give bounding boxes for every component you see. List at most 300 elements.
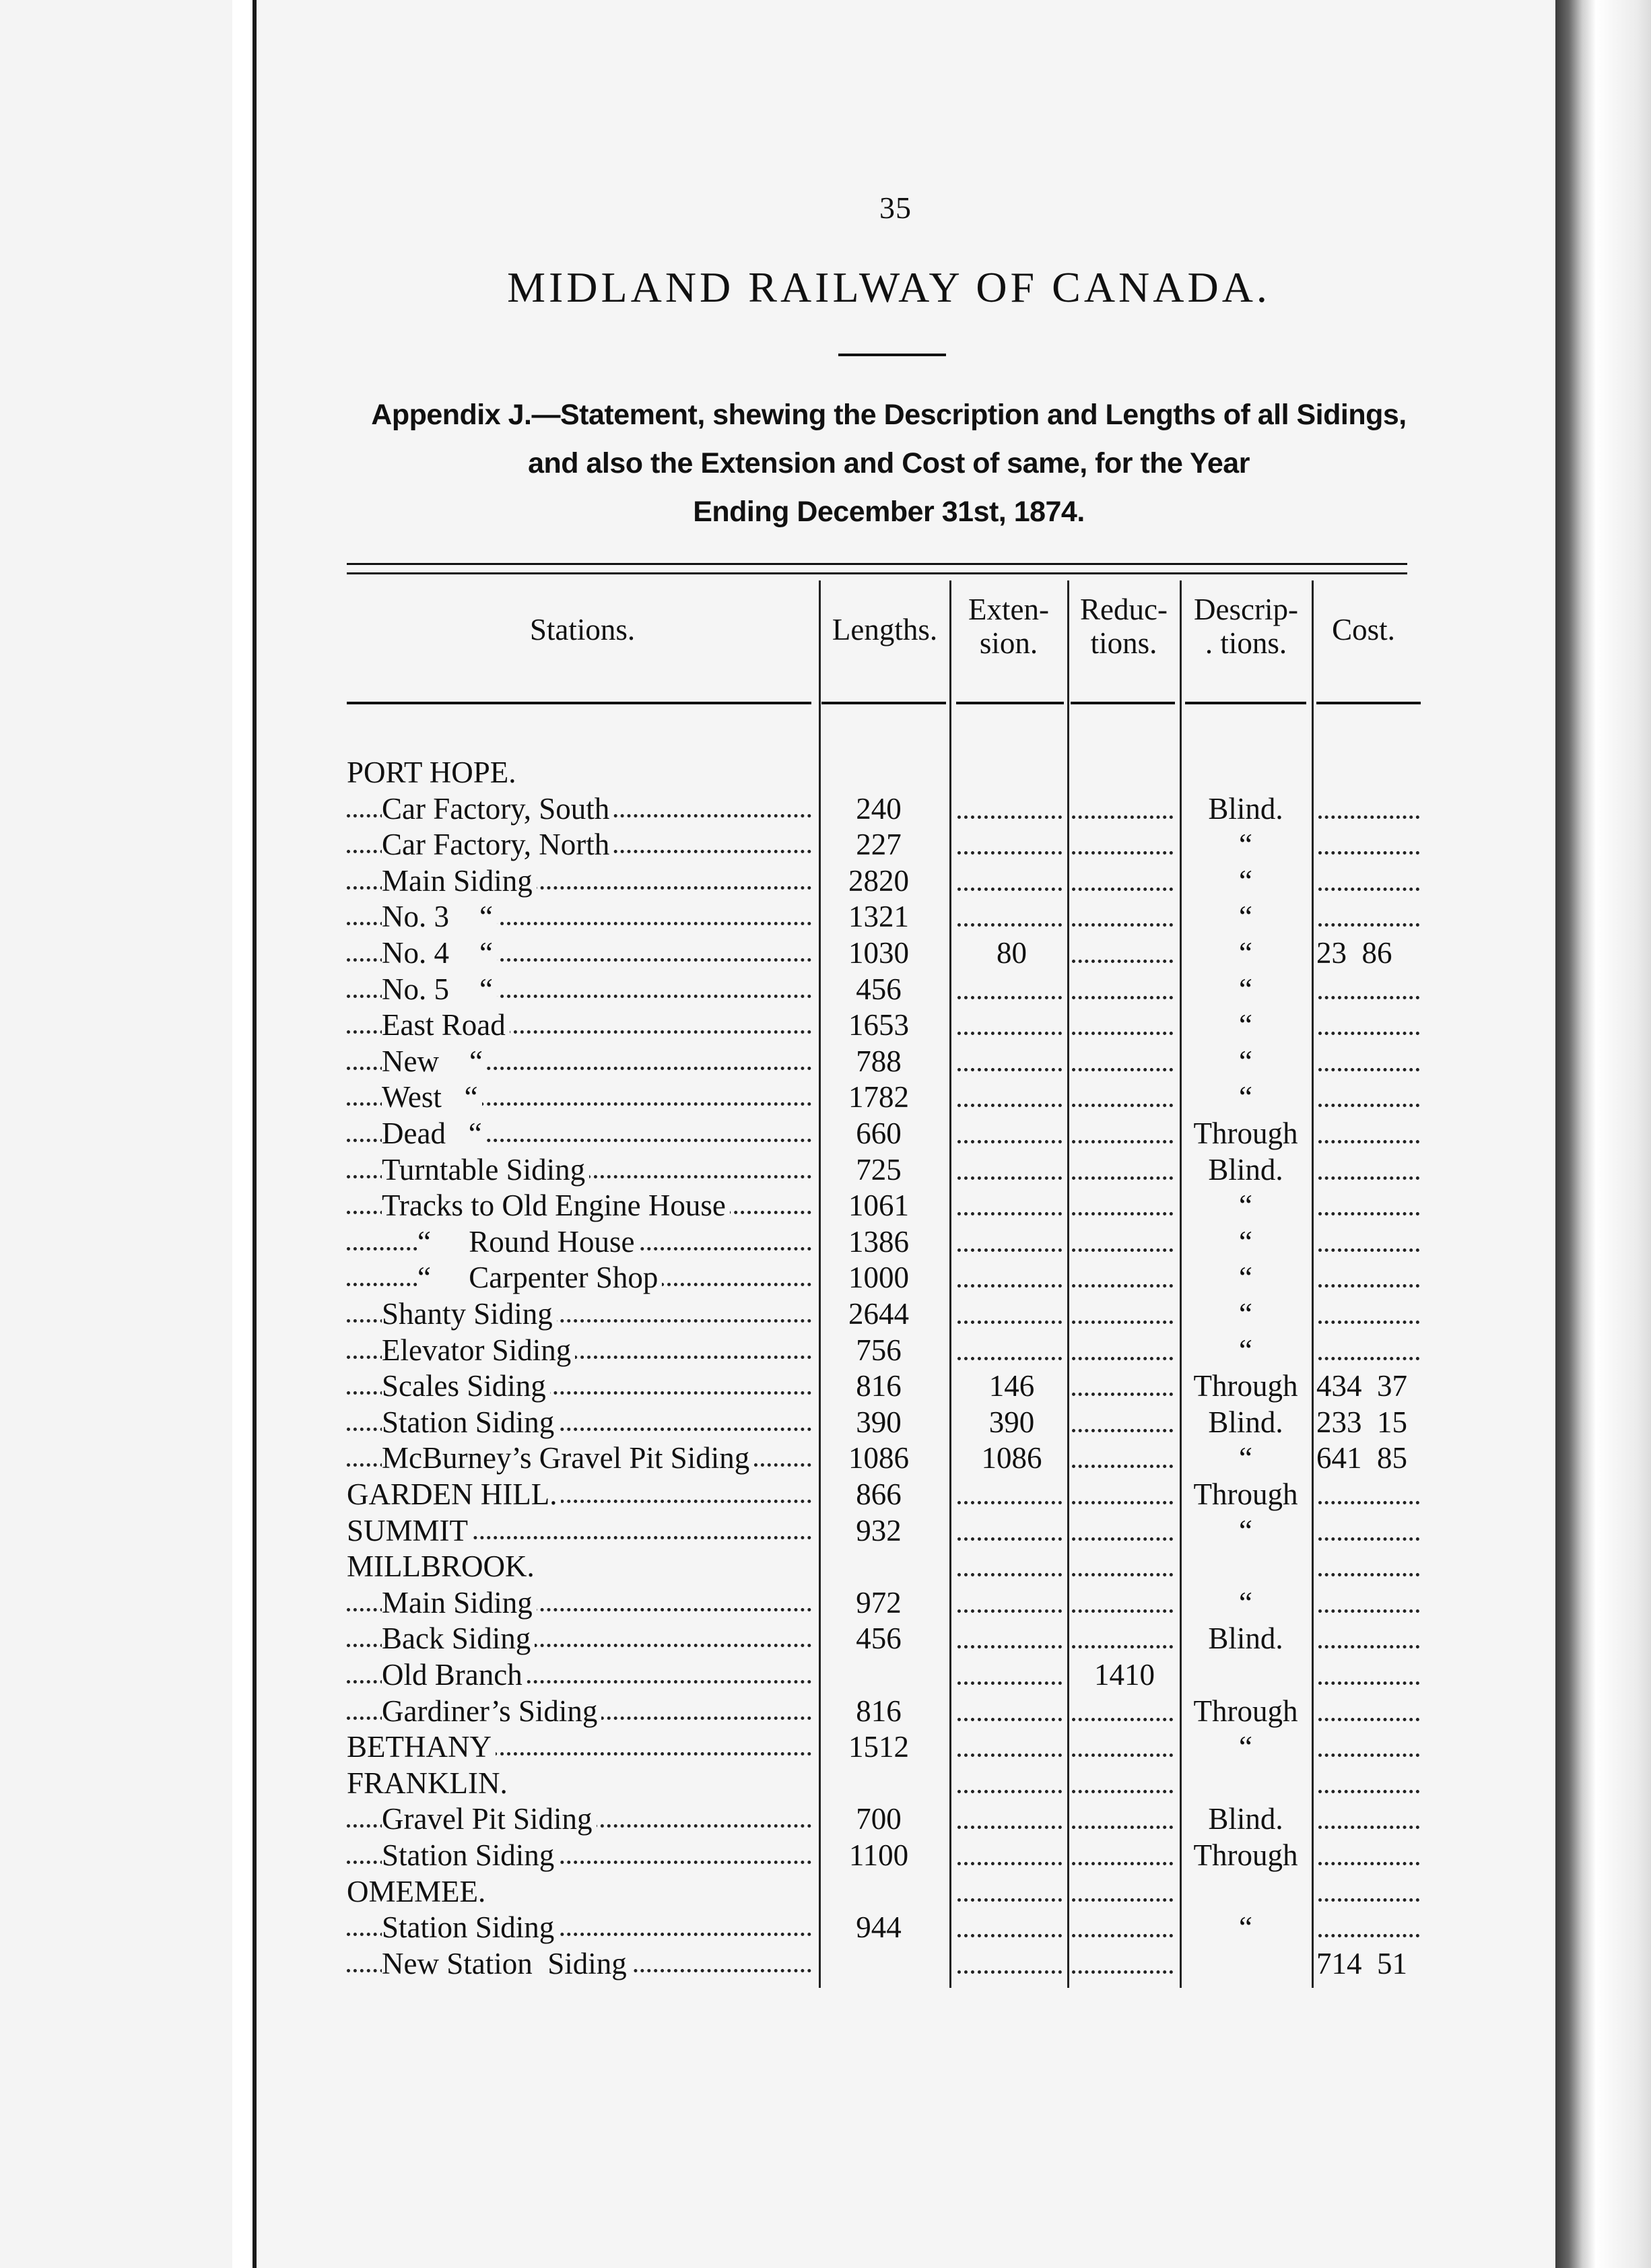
description-cell: [1182, 1332, 1309, 1368]
empty-dot-leader: [957, 1657, 1062, 1693]
empty-dot-leader: [1072, 1693, 1173, 1729]
length-cell: [825, 1152, 933, 1188]
empty-dot-leader: [1318, 1043, 1419, 1079]
station-cell: [347, 791, 811, 827]
station-cell: [347, 1909, 811, 1945]
header-cost: Cost.: [1332, 613, 1395, 646]
empty-dot-leader: [1318, 898, 1419, 935]
description-cell: [1182, 898, 1309, 935]
title-rule: [838, 354, 946, 356]
description-cell: [1182, 791, 1309, 827]
length-cell-value: 660: [856, 1116, 902, 1150]
length-cell-value: 240: [856, 791, 902, 826]
description-cell: [1182, 826, 1309, 863]
extension-cell: [959, 935, 1064, 971]
length-cell: [825, 1837, 933, 1873]
description-cell-value: “: [1239, 1730, 1252, 1764]
table-row: [0, 1548, 1651, 1585]
station-cell: [347, 935, 811, 971]
empty-dot-leader: [957, 1043, 1062, 1079]
station-name: New “: [382, 1044, 487, 1078]
empty-dot-leader: [957, 1476, 1062, 1512]
description-cell-value: “: [1239, 972, 1252, 1006]
empty-dot-leader: [1318, 1152, 1419, 1188]
cost-cell: [1316, 1404, 1424, 1440]
empty-dot-leader: [957, 1548, 1062, 1585]
description-cell-value: “: [1239, 1261, 1252, 1295]
station-name: Gardiner’s Siding: [382, 1694, 601, 1728]
table-row: [0, 1873, 1651, 1910]
empty-dot-leader: [1318, 1259, 1419, 1296]
empty-dot-leader: [1072, 863, 1173, 899]
empty-dot-leader: [1318, 1079, 1419, 1115]
empty-dot-leader: [1072, 1187, 1173, 1224]
cost-cell-value: 434 37: [1316, 1369, 1407, 1403]
station-name: MILLBROOK.: [347, 1549, 539, 1583]
length-cell-value: 700: [856, 1802, 902, 1836]
length-cell: [825, 1440, 933, 1476]
table-row: [0, 1332, 1651, 1368]
station-name: Station Siding: [382, 1910, 558, 1944]
header-descriptions: [1181, 593, 1311, 660]
length-cell-value: 816: [856, 1694, 902, 1728]
station-cell: [347, 1548, 811, 1585]
empty-dot-leader: [1072, 971, 1173, 1007]
station-name: Dead “: [382, 1116, 486, 1150]
empty-dot-leader: [1318, 1801, 1419, 1837]
table-row: [0, 935, 1651, 971]
empty-dot-leader: [957, 863, 1062, 899]
station-name: Shanty Siding: [382, 1297, 557, 1331]
table-row: [0, 1115, 1651, 1152]
station-cell: [347, 1404, 811, 1440]
description-cell-value: “: [1239, 1910, 1252, 1945]
station-cell: [347, 1693, 811, 1729]
station-name: Station Siding: [382, 1838, 558, 1872]
empty-dot-leader: [1072, 1404, 1173, 1440]
description-cell-value: “: [1239, 1080, 1252, 1114]
station-cell: [347, 1332, 811, 1368]
empty-dot-leader: [1072, 1909, 1173, 1945]
table-row: [0, 971, 1651, 1007]
description-cell-value: Blind.: [1208, 791, 1283, 826]
table-row: [0, 791, 1651, 827]
empty-dot-leader: [1072, 791, 1173, 827]
length-cell-value: 756: [856, 1333, 902, 1367]
cost-cell: [1316, 935, 1424, 971]
empty-dot-leader: [957, 1152, 1062, 1188]
station-cell: [347, 1007, 811, 1043]
station-name: Elevator Siding: [382, 1333, 575, 1367]
cost-cell-value: 233 15: [1316, 1405, 1407, 1439]
empty-dot-leader: [1318, 1620, 1419, 1657]
empty-dot-leader: [1072, 1837, 1173, 1873]
empty-dot-leader: [1318, 1187, 1419, 1224]
station-cell: [347, 754, 811, 791]
length-cell-value: 1321: [848, 900, 909, 934]
description-cell-value: Blind.: [1208, 1152, 1283, 1187]
length-cell-value: 1061: [848, 1189, 909, 1223]
description-cell: [1182, 1404, 1309, 1440]
cost-cell: [1316, 1368, 1424, 1404]
station-cell: [347, 1657, 811, 1693]
length-cell: [825, 1187, 933, 1224]
description-cell: [1182, 1729, 1309, 1765]
length-cell: [825, 1801, 933, 1837]
empty-dot-leader: [957, 1801, 1062, 1837]
station-cell: [347, 1476, 811, 1512]
header-rule: [347, 702, 811, 704]
description-cell: [1182, 1837, 1309, 1873]
empty-dot-leader: [1072, 1332, 1173, 1368]
header-extension-line: sion.: [979, 626, 1038, 660]
length-cell: [825, 791, 933, 827]
description-cell: [1182, 1693, 1309, 1729]
station-cell: [347, 1512, 811, 1549]
station-cell: [347, 1043, 811, 1079]
empty-dot-leader: [1072, 1296, 1173, 1332]
empty-dot-leader: [957, 826, 1062, 863]
empty-dot-leader: [1318, 1296, 1419, 1332]
description-cell-value: “: [1239, 1008, 1252, 1042]
empty-dot-leader: [957, 1729, 1062, 1765]
table-row: [0, 1729, 1651, 1765]
extension-cell-value: 390: [988, 1405, 1035, 1439]
empty-dot-leader: [1318, 1007, 1419, 1043]
extension-cell-value: 80: [997, 936, 1027, 970]
header-lengths: Lengths.: [832, 613, 938, 646]
station-name: Car Factory, South: [382, 792, 613, 826]
empty-dot-leader: [957, 791, 1062, 827]
empty-dot-leader: [1318, 1909, 1419, 1945]
appendix-line: and also the Extension and Cost of same, for the Year: [528, 447, 1250, 479]
station-cell: [347, 1115, 811, 1152]
station-name: New Station Siding: [382, 1947, 631, 1980]
station-name: Station Siding: [382, 1405, 558, 1439]
table-row: [0, 1512, 1651, 1549]
empty-dot-leader: [957, 1585, 1062, 1621]
empty-dot-leader: [957, 1224, 1062, 1260]
table-row: [0, 863, 1651, 899]
length-cell-value: 944: [856, 1910, 902, 1945]
table-row: [0, 1801, 1651, 1837]
station-cell: [347, 826, 811, 863]
station-cell: [347, 971, 811, 1007]
empty-dot-leader: [1318, 1476, 1419, 1512]
appendix-line: Ending December 31st, 1874.: [693, 496, 1085, 528]
description-cell: [1182, 1187, 1309, 1224]
table-top-rule: [347, 563, 1407, 565]
table-row: [0, 1368, 1651, 1404]
description-cell-value: Through: [1193, 1369, 1298, 1403]
station-name: Main Siding: [382, 1586, 537, 1620]
length-cell-value: 866: [856, 1477, 902, 1511]
length-cell: [825, 1404, 933, 1440]
description-cell: [1182, 1115, 1309, 1152]
table-row: [0, 1259, 1651, 1296]
table-row: [0, 1657, 1651, 1693]
description-cell: [1182, 1224, 1309, 1260]
extension-cell-value: 1086: [981, 1441, 1042, 1475]
description-cell: [1182, 863, 1309, 899]
description-cell-value: Through: [1193, 1694, 1298, 1728]
station-cell: [347, 1585, 811, 1621]
length-cell: [825, 1115, 933, 1152]
empty-dot-leader: [1072, 1765, 1173, 1801]
length-cell-value: 816: [856, 1369, 902, 1403]
description-cell-value: Blind.: [1208, 1622, 1283, 1656]
length-cell-value: 1782: [848, 1080, 909, 1114]
empty-dot-leader: [1318, 1548, 1419, 1585]
empty-dot-leader: [1072, 1548, 1173, 1585]
empty-dot-leader: [957, 1909, 1062, 1945]
station-name: FRANKLIN.: [347, 1766, 512, 1800]
header-rule: [821, 702, 946, 704]
empty-dot-leader: [1072, 1259, 1173, 1296]
length-cell-value: 227: [856, 828, 902, 862]
station-name: Tracks to Old Engine House: [382, 1189, 730, 1222]
station-cell: [347, 1224, 811, 1260]
station-cell: [347, 1079, 811, 1115]
empty-dot-leader: [957, 1945, 1062, 1982]
station-name: OMEMEE.: [347, 1875, 490, 1908]
length-cell: [825, 1585, 933, 1621]
description-cell: [1182, 1007, 1309, 1043]
description-cell-value: “: [1239, 1297, 1252, 1331]
empty-dot-leader: [957, 1007, 1062, 1043]
header-reductions-line: Reduc-: [1080, 593, 1168, 626]
description-cell-value: “: [1239, 863, 1252, 898]
station-name: Old Branch: [382, 1658, 527, 1692]
station-cell: [347, 1296, 811, 1332]
table-row: [0, 1476, 1651, 1512]
empty-dot-leader: [957, 1620, 1062, 1657]
cost-cell: [1316, 1945, 1424, 1982]
length-cell: [825, 1512, 933, 1549]
station-cell: [347, 1187, 811, 1224]
station-cell: [347, 1765, 811, 1801]
station-cell: [347, 1837, 811, 1873]
empty-dot-leader: [957, 1873, 1062, 1910]
empty-dot-leader: [1072, 1440, 1173, 1476]
description-cell: [1182, 1296, 1309, 1332]
length-cell: [825, 935, 933, 971]
cost-cell-value: 714 51: [1316, 1946, 1407, 1980]
description-cell-value: “: [1239, 1333, 1252, 1367]
header-reductions: [1069, 593, 1179, 660]
station-cell: [347, 898, 811, 935]
empty-dot-leader: [1318, 826, 1419, 863]
empty-dot-leader: [1318, 971, 1419, 1007]
header-stations: Stations.: [529, 613, 636, 646]
empty-dot-leader: [1318, 791, 1419, 827]
description-cell: [1182, 1368, 1309, 1404]
empty-dot-leader: [957, 971, 1062, 1007]
length-cell: [825, 1259, 933, 1296]
empty-dot-leader: [1072, 1476, 1173, 1512]
station-cell: [347, 1729, 811, 1765]
station-cell: [347, 1873, 811, 1910]
station-name: No. 4 “: [382, 936, 497, 970]
empty-dot-leader: [957, 1512, 1062, 1549]
empty-dot-leader: [1318, 1729, 1419, 1765]
station-name: GARDEN HILL.: [347, 1477, 561, 1511]
length-cell: [825, 1368, 933, 1404]
length-cell-value: 1000: [848, 1261, 909, 1295]
station-cell: [347, 1620, 811, 1657]
length-cell-value: 725: [856, 1152, 902, 1187]
description-cell: [1182, 1152, 1309, 1188]
table-row: [0, 1079, 1651, 1115]
empty-dot-leader: [1072, 1007, 1173, 1043]
station-name: East Road: [382, 1008, 510, 1042]
length-cell: [825, 1043, 933, 1079]
length-cell: [825, 1007, 933, 1043]
empty-dot-leader: [957, 1765, 1062, 1801]
table-row: [0, 1007, 1651, 1043]
extension-cell-value: 146: [988, 1369, 1035, 1403]
empty-dot-leader: [957, 1079, 1062, 1115]
station-name: Car Factory, North: [382, 828, 613, 861]
empty-dot-leader: [1072, 1043, 1173, 1079]
length-cell-value: 1100: [848, 1838, 909, 1872]
table-row: [0, 1224, 1651, 1260]
station-name: “ Carpenter Shop: [417, 1261, 662, 1294]
empty-dot-leader: [1318, 1873, 1419, 1910]
description-cell: [1182, 1440, 1309, 1476]
length-cell-value: 1512: [848, 1730, 909, 1764]
table-row: [0, 1945, 1651, 1982]
length-cell-value: 1653: [848, 1008, 909, 1042]
table-row: [0, 1765, 1651, 1801]
empty-dot-leader: [957, 1837, 1062, 1873]
length-cell: [825, 826, 933, 863]
description-cell-value: Through: [1193, 1116, 1298, 1150]
station-cell: [347, 1440, 811, 1476]
cost-cell-value: 641 85: [1316, 1441, 1407, 1475]
length-cell: [825, 1620, 933, 1657]
description-cell-value: Blind.: [1208, 1405, 1283, 1439]
table-row: [0, 1440, 1651, 1476]
empty-dot-leader: [1318, 1115, 1419, 1152]
table-row: [0, 1187, 1651, 1224]
empty-dot-leader: [1318, 1332, 1419, 1368]
description-cell-value: “: [1239, 1585, 1252, 1620]
appendix-line: Appendix J.—Statement, shewing the Description and Lengths of all Sidings,: [371, 399, 1407, 431]
cost-cell: [1316, 1440, 1424, 1476]
description-cell: [1182, 971, 1309, 1007]
length-cell: [825, 863, 933, 899]
description-cell-value: Through: [1193, 1838, 1298, 1872]
empty-dot-leader: [957, 898, 1062, 935]
station-cell: [347, 1801, 811, 1837]
extension-cell: [959, 1404, 1064, 1440]
header-descriptions-line: . tions.: [1205, 626, 1287, 660]
empty-dot-leader: [1072, 826, 1173, 863]
empty-dot-leader: [1072, 1152, 1173, 1188]
cost-cell-value: 23 86: [1316, 936, 1392, 970]
station-name: Main Siding: [382, 864, 537, 898]
table-row: [0, 1909, 1651, 1945]
length-cell-value: 1386: [848, 1224, 909, 1259]
station-cell: [347, 1945, 811, 1982]
description-cell-value: “: [1239, 1044, 1252, 1078]
length-cell-value: 456: [856, 1622, 902, 1656]
description-cell-value: “: [1239, 900, 1252, 934]
page-number: 35: [879, 191, 912, 225]
header-rule: [1185, 702, 1306, 704]
length-cell-value: 456: [856, 972, 902, 1006]
station-cell: [347, 1259, 811, 1296]
empty-dot-leader: [1318, 1765, 1419, 1801]
table-row: [0, 1296, 1651, 1332]
table-row: [0, 1043, 1651, 1079]
station-cell: [347, 1368, 811, 1404]
empty-dot-leader: [957, 1296, 1062, 1332]
empty-dot-leader: [1072, 1115, 1173, 1152]
station-cell: [347, 1152, 811, 1188]
description-cell-value: “: [1239, 1189, 1252, 1223]
description-cell-value: “: [1239, 1224, 1252, 1259]
empty-dot-leader: [1318, 863, 1419, 899]
description-cell: [1182, 1079, 1309, 1115]
description-cell-value: “: [1239, 936, 1252, 970]
station-name: Turntable Siding: [382, 1153, 589, 1187]
header-rule: [956, 702, 1064, 704]
empty-dot-leader: [1318, 1585, 1419, 1621]
station-name: McBurney’s Gravel Pit Siding: [382, 1441, 753, 1475]
header-reductions-line: tions.: [1090, 626, 1157, 660]
table-row: [0, 1620, 1651, 1657]
appendix-heading: [330, 391, 1448, 536]
length-cell-value: 932: [856, 1513, 902, 1547]
length-cell-value: 1030: [848, 936, 909, 970]
empty-dot-leader: [1072, 1729, 1173, 1765]
header-rule: [1316, 702, 1421, 704]
empty-dot-leader: [1072, 935, 1173, 971]
length-cell: [825, 971, 933, 1007]
table-row: [0, 1152, 1651, 1188]
empty-dot-leader: [1072, 898, 1173, 935]
empty-dot-leader: [1072, 1620, 1173, 1657]
reduction-cell-value: 1410: [1094, 1658, 1155, 1692]
description-cell: [1182, 1585, 1309, 1621]
description-cell-value: “: [1239, 1513, 1252, 1547]
table-row: [0, 1693, 1651, 1729]
header-descriptions-line: Descrip-: [1194, 593, 1298, 626]
header-extension: [951, 593, 1067, 660]
table-row: [0, 898, 1651, 935]
header-rule: [1071, 702, 1175, 704]
station-name: BETHANY: [347, 1730, 496, 1764]
length-cell: [825, 1332, 933, 1368]
description-cell: [1182, 1259, 1309, 1296]
empty-dot-leader: [1318, 1837, 1419, 1873]
reduction-cell: [1074, 1657, 1175, 1693]
empty-dot-leader: [1072, 1368, 1173, 1404]
description-cell: [1182, 1476, 1309, 1512]
table-row: [0, 754, 1651, 791]
empty-dot-leader: [957, 1332, 1062, 1368]
station-name: West “: [382, 1080, 482, 1114]
description-cell: [1182, 935, 1309, 971]
empty-dot-leader: [957, 1115, 1062, 1152]
length-cell-value: 788: [856, 1044, 902, 1078]
length-cell: [825, 1729, 933, 1765]
empty-dot-leader: [1072, 1079, 1173, 1115]
table-row: [0, 826, 1651, 863]
station-name: No. 3 “: [382, 900, 497, 933]
